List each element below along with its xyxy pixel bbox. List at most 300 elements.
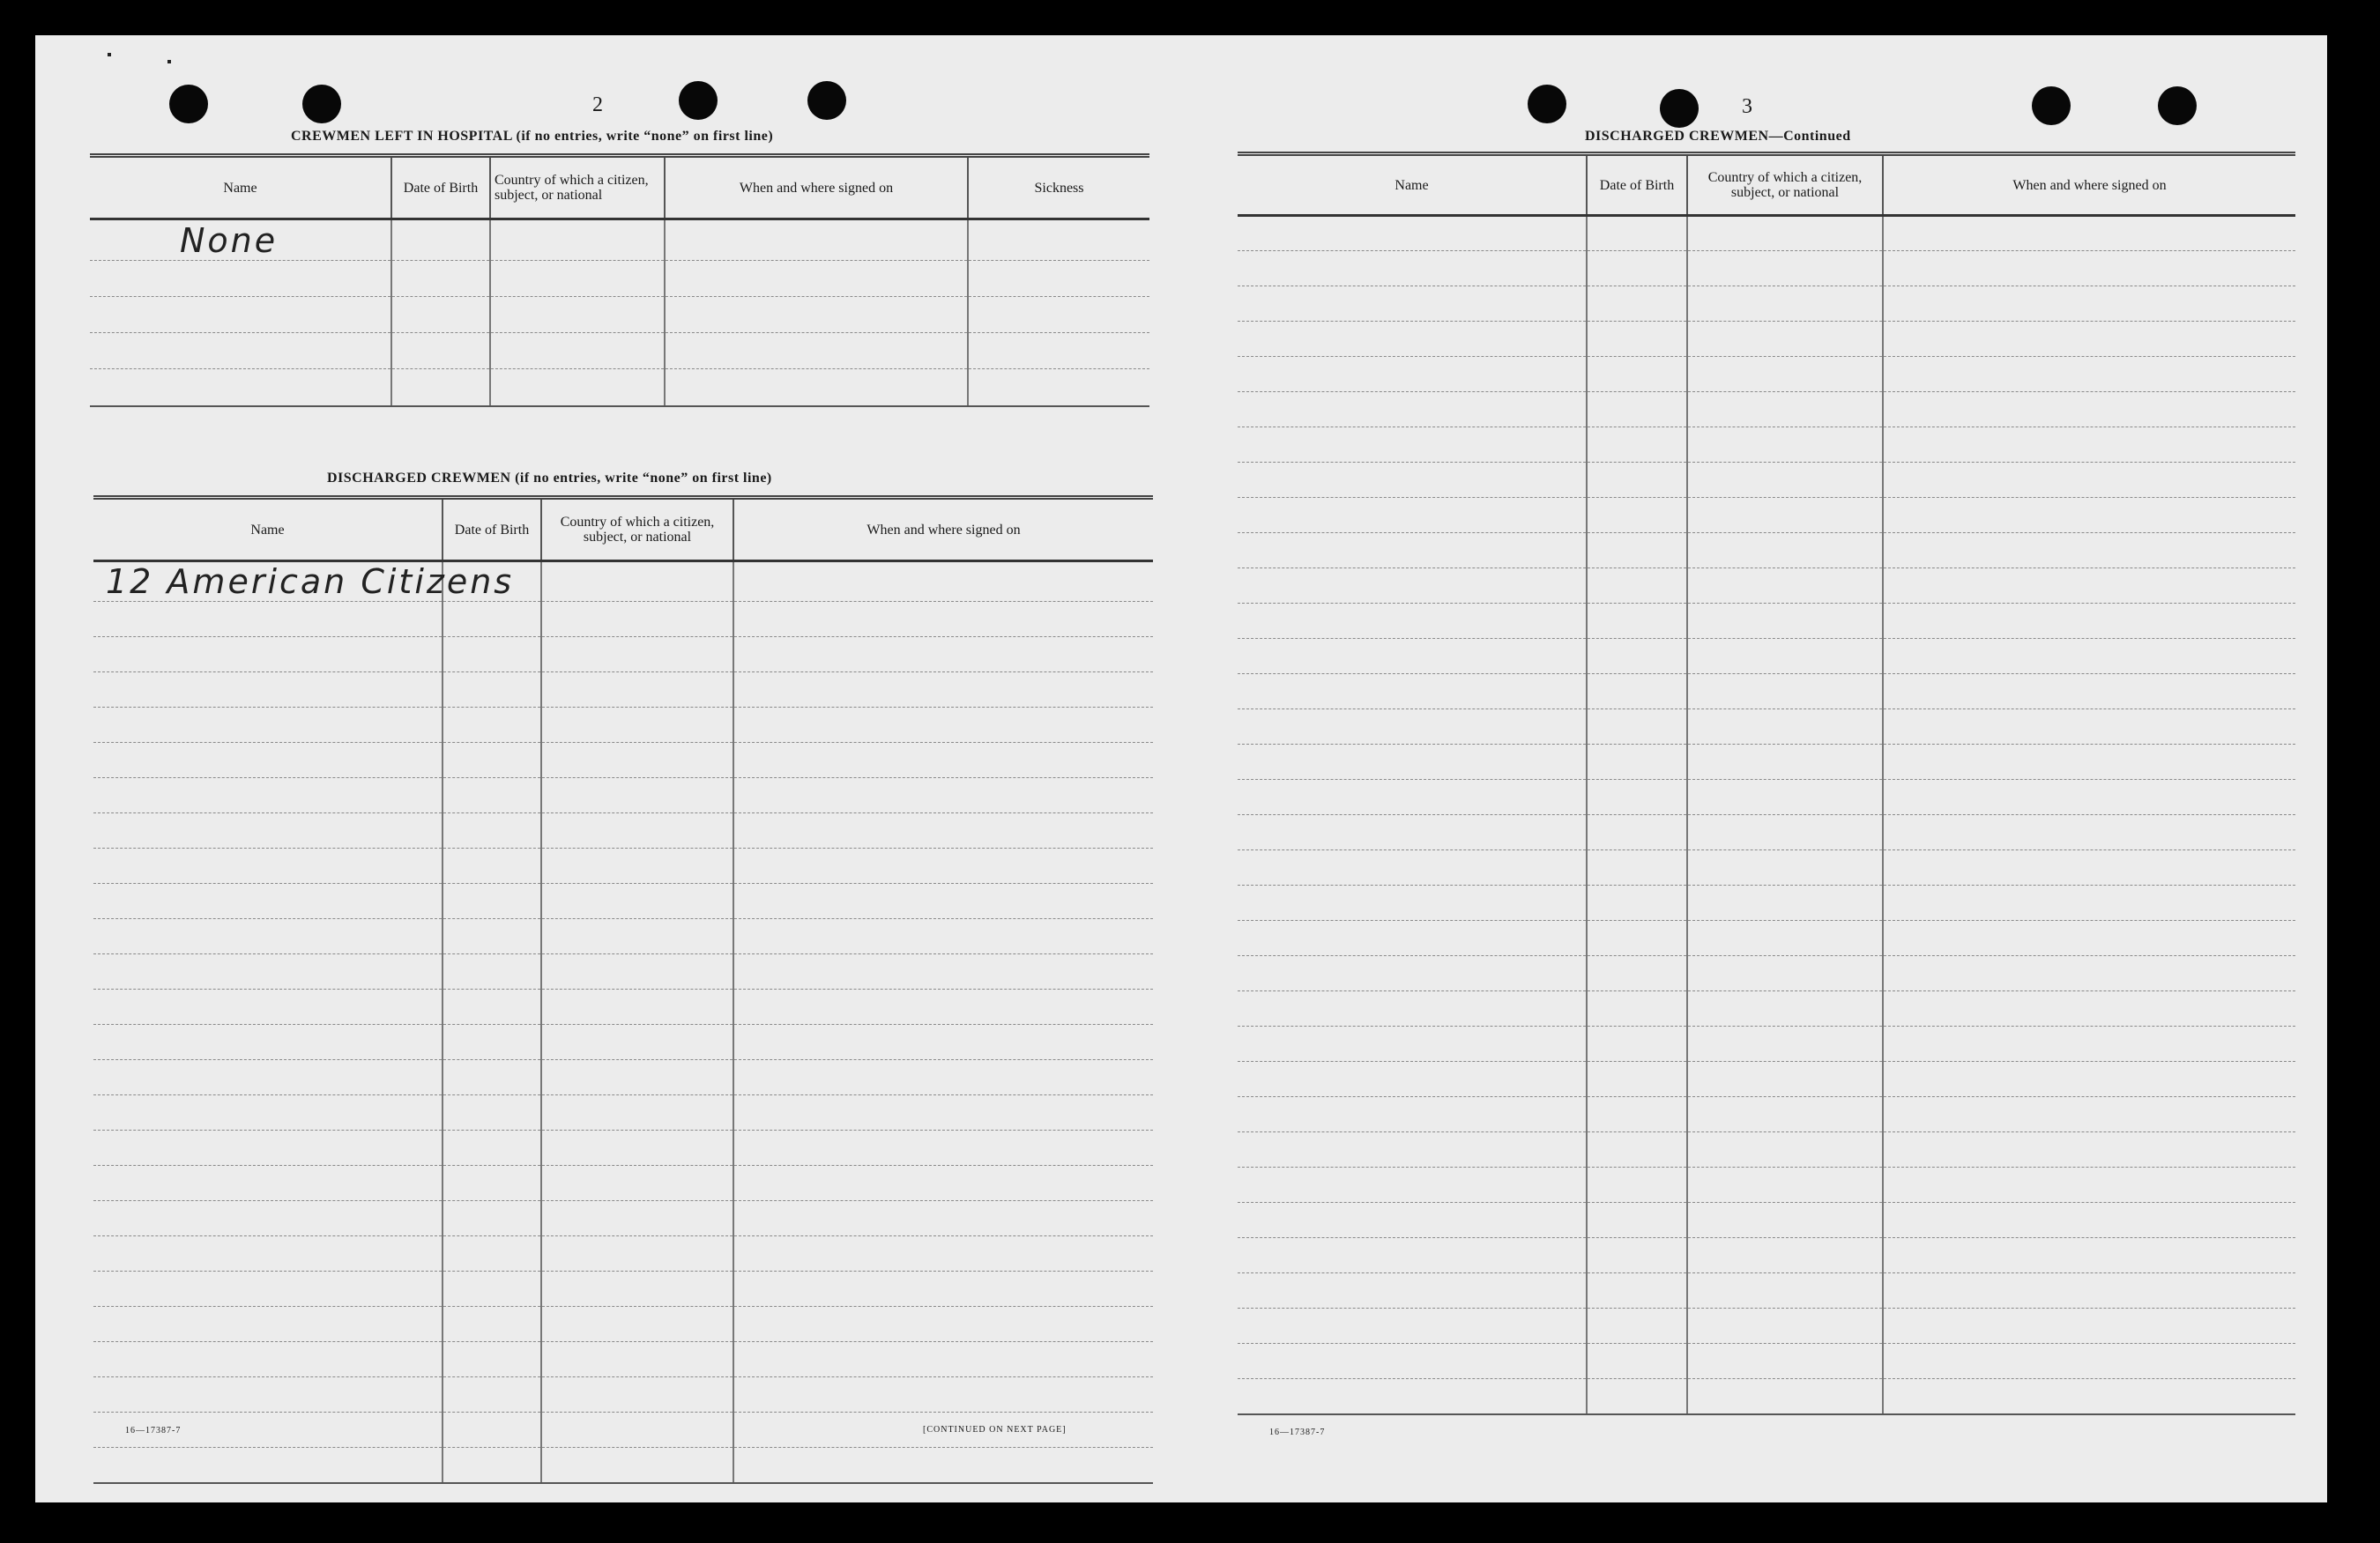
punch-hole [679,81,718,120]
table-cell [443,954,541,990]
table-cell [1687,463,1883,498]
table-cell [93,602,443,637]
table-cell [968,333,1149,369]
table-cell [541,919,733,954]
table-cell [1238,956,1587,991]
discharged-continued-title-text: DISCHARGED CREWMEN [1585,129,1769,144]
table-cell [443,813,541,849]
table-cell [1883,533,2295,568]
table-cell [1883,463,2295,498]
table-cell [1883,427,2295,463]
page-number-right: 3 [1742,95,1752,118]
column-header-name: Name [93,498,443,561]
table-cell [1687,639,1883,674]
table-cell [1883,709,2295,745]
table-cell [443,778,541,813]
discharged-table [93,495,1153,1484]
table-cell [541,1377,733,1413]
table-cell [93,1307,443,1342]
table-cell [1883,639,2295,674]
table-cell [733,1342,1153,1377]
table-cell [443,1377,541,1413]
table-cell [1687,1027,1883,1062]
table-cell [1687,780,1883,815]
table-cell [1587,745,1687,780]
table-cell [443,1060,541,1095]
column-header-name: Name [90,156,391,219]
table-cell [1883,745,2295,780]
column-header-name: Name [1238,154,1587,216]
table-cell [541,1201,733,1236]
table-cell [391,261,490,297]
table-cell [733,1166,1153,1201]
table-cell [1687,745,1883,780]
table-cell [968,261,1149,297]
table-cell [733,954,1153,990]
table-cell [1238,780,1587,815]
table-cell [1238,921,1587,956]
table-cell [1587,357,1687,392]
table-cell [1238,286,1587,322]
table-cell [490,333,665,369]
table-cell [1238,815,1587,850]
table-cell [541,602,733,637]
table-cell [733,919,1153,954]
table-cell [1883,322,2295,357]
table-cell [1587,1309,1687,1344]
punch-hole [1660,89,1699,128]
table-cell [93,884,443,919]
table-cell [490,219,665,261]
table-cell [93,849,443,884]
table-cell [1238,1203,1587,1238]
discharged-continued-table [1238,152,2295,1415]
table-cell [1587,427,1687,463]
table-cell [1238,251,1587,286]
table-cell [93,954,443,990]
table-cell [1587,956,1687,991]
table-cell [541,1025,733,1060]
table-cell [1587,533,1687,568]
hospital-table [90,153,1149,407]
table-cell [1238,463,1587,498]
table-cell [1587,251,1687,286]
column-header-signed-on: When and where signed on [733,498,1153,561]
table-cell [1238,568,1587,604]
table-cell [93,1025,443,1060]
table-cell [1687,956,1883,991]
table-cell [1883,604,2295,639]
table-cell [93,1201,443,1236]
hospital-title-text: CREWMEN LEFT IN HOSPITAL [291,129,513,144]
table-cell [1587,1344,1687,1379]
table-cell [1883,1344,2295,1379]
table-cell [541,849,733,884]
table-cell [93,708,443,743]
table-cell [541,1166,733,1201]
table-cell [1883,1309,2295,1344]
table-cell [1883,1062,2295,1097]
table-cell [93,778,443,813]
table-cell [968,219,1149,261]
table-cell [541,1413,733,1448]
table-cell [1238,639,1587,674]
document-sheet [35,35,2327,1502]
table-cell [1883,991,2295,1027]
table-cell [1883,921,2295,956]
table-cell [1587,286,1687,322]
page-number-left: 2 [592,93,603,116]
table-cell [93,1377,443,1413]
table-cell [443,1095,541,1131]
column-header-signed-on: When and where signed on [665,156,968,219]
table-cell [1587,709,1687,745]
table-cell [733,1025,1153,1060]
table-cell [1238,216,1587,251]
table-cell [665,219,968,261]
table-cell [1238,1309,1587,1344]
table-cell [733,1060,1153,1095]
table-cell [391,333,490,369]
table-cell [1883,1168,2295,1203]
table-cell [733,561,1153,602]
column-header-signed-on: When and where signed on [1883,154,2295,216]
table-cell [1883,1027,2295,1062]
table-cell [1883,886,2295,921]
table-cell [1687,1309,1883,1344]
table-cell [1883,956,2295,991]
table-cell [1883,1097,2295,1132]
table-cell [541,708,733,743]
ink-speck [108,53,111,56]
table-cell [93,1131,443,1166]
table-cell [1687,251,1883,286]
table-cell [1238,322,1587,357]
table-cell [1687,886,1883,921]
table-cell [1587,1379,1687,1414]
table-cell [1587,392,1687,427]
table-cell [93,813,443,849]
table-cell [1587,1238,1687,1273]
table-cell [443,1342,541,1377]
table-cell [541,990,733,1025]
table-cell [541,1448,733,1483]
handwritten-entry-cell [90,219,391,261]
table-cell [1587,639,1687,674]
table-cell [1883,1238,2295,1273]
table-cell [90,297,391,333]
table-cell [1687,1132,1883,1168]
table-cell [541,561,733,602]
table-cell [541,954,733,990]
table-cell [1587,921,1687,956]
punch-hole [1528,85,1566,123]
table-cell [733,637,1153,672]
table-cell [541,1236,733,1272]
table-cell [1687,286,1883,322]
table-cell [93,1236,443,1272]
table-cell [1238,991,1587,1027]
table-cell [90,369,391,406]
column-header-date-of-birth: Date of Birth [391,156,490,219]
table-cell [1687,392,1883,427]
table-cell [1687,533,1883,568]
table-cell [443,1131,541,1166]
table-cell [1883,286,2295,322]
table-cell [1883,815,2295,850]
table-cell [490,297,665,333]
table-cell [733,602,1153,637]
table-cell [443,849,541,884]
table-cell [1238,886,1587,921]
table-cell [90,261,391,297]
table-cell [968,297,1149,333]
table-cell [93,990,443,1025]
table-cell [1687,1238,1883,1273]
table-cell [391,297,490,333]
table-cell [541,1131,733,1166]
table-cell [1238,604,1587,639]
table-cell [541,1095,733,1131]
table-cell [1587,886,1687,921]
table-cell [541,884,733,919]
table-cell [733,1236,1153,1272]
column-header-sickness: Sickness [968,156,1149,219]
table-cell [443,1307,541,1342]
table-cell [443,602,541,637]
table-cell [1687,1379,1883,1414]
table-cell [1687,604,1883,639]
table-cell [1238,709,1587,745]
table-cell [443,672,541,708]
table-cell [541,813,733,849]
table-cell [1238,392,1587,427]
table-cell [541,1342,733,1377]
table-cell [93,672,443,708]
table-cell [541,1060,733,1095]
table-cell [733,813,1153,849]
table-cell [443,708,541,743]
table-cell [968,369,1149,406]
table-cell [733,849,1153,884]
table-cell [1587,322,1687,357]
table-cell [1238,498,1587,533]
table-cell [1587,1203,1687,1238]
table-cell [1587,1132,1687,1168]
table-cell [1687,427,1883,463]
table-cell [1687,357,1883,392]
table-cell [1238,1062,1587,1097]
table-cell [1238,1344,1587,1379]
table-cell [1687,709,1883,745]
table-cell [1687,216,1883,251]
table-cell [1238,674,1587,709]
table-cell [1883,1379,2295,1414]
table-cell [93,637,443,672]
table-cell [1687,498,1883,533]
table-cell [541,778,733,813]
table-cell [391,219,490,261]
punch-hole [807,81,846,120]
handwritten-entry-cell [93,561,515,602]
table-cell [1687,322,1883,357]
table-cell [1587,463,1687,498]
table-cell [1687,850,1883,886]
table-cell [1883,216,2295,251]
table-cell [93,1095,443,1131]
table-cell [733,1307,1153,1342]
table-cell [443,1025,541,1060]
table-cell [1587,1062,1687,1097]
table-cell [733,1377,1153,1413]
table-cell [1883,850,2295,886]
table-cell [541,1307,733,1342]
discharged-title-text: DISCHARGED CREWMEN [327,471,511,486]
table-cell [1238,427,1587,463]
table-cell [1883,392,2295,427]
table-cell [93,1166,443,1201]
table-cell [391,369,490,406]
punch-hole [302,85,341,123]
table-cell [1587,1168,1687,1203]
table-cell [1883,357,2295,392]
table-cell [1587,568,1687,604]
table-cell [490,261,665,297]
table-cell [665,333,968,369]
table-cell [1883,780,2295,815]
table-cell [1238,1027,1587,1062]
table-cell [1883,1273,2295,1309]
table-cell [443,637,541,672]
table-cell [443,1413,541,1448]
column-header-date-of-birth: Date of Birth [1587,154,1687,216]
table-cell [1687,568,1883,604]
table-cell [1687,1062,1883,1097]
table-cell [1238,1132,1587,1168]
continued-note: [CONTINUED ON NEXT PAGE] [923,1425,1067,1435]
table-cell [541,672,733,708]
table-cell [1883,1203,2295,1238]
table-cell [1687,1168,1883,1203]
table-cell [733,708,1153,743]
table-cell [93,1342,443,1377]
table-cell [665,369,968,406]
table-cell [1238,850,1587,886]
table-cell [443,1166,541,1201]
table-cell [1238,1238,1587,1273]
table-cell [1587,216,1687,251]
table-cell [1587,498,1687,533]
table-cell [1238,1097,1587,1132]
punch-hole [2032,86,2071,125]
column-header-country: Country of which a citizen, subject, or national [1687,154,1883,216]
table-cell [1587,780,1687,815]
table-cell [733,884,1153,919]
discharged-continued-title [1585,129,1851,145]
table-cell [1587,1097,1687,1132]
table-cell [1687,991,1883,1027]
table-cell [733,778,1153,813]
table-cell [665,261,968,297]
table-cell [93,1272,443,1307]
table-cell [93,1448,443,1483]
table-cell [1883,498,2295,533]
ink-speck [167,60,171,63]
table-cell [93,743,443,778]
table-cell [1687,674,1883,709]
table-cell [1238,745,1587,780]
table-cell [541,1272,733,1307]
table-cell [541,743,733,778]
table-cell [443,743,541,778]
form-number-left: 16—17387-7 [125,1426,182,1435]
form-number-right: 16—17387-7 [1269,1428,1326,1437]
table-cell [1687,1203,1883,1238]
table-cell [490,369,665,406]
continued-suffix: —Continued [1768,129,1851,144]
table-cell [1587,1027,1687,1062]
table-cell [541,637,733,672]
table-cell [443,1201,541,1236]
table-cell [1587,850,1687,886]
table-cell [443,884,541,919]
table-cell [93,1060,443,1095]
hospital-section-title [291,129,773,145]
table-cell [733,1448,1153,1483]
table-cell [1238,1273,1587,1309]
table-cell [1687,1344,1883,1379]
table-cell [1587,815,1687,850]
column-header-date-of-birth: Date of Birth [443,498,541,561]
table-cell [733,1131,1153,1166]
table-cell [733,1201,1153,1236]
table-cell [1687,1097,1883,1132]
table-cell [1238,357,1587,392]
table-cell [1687,815,1883,850]
punch-hole [169,85,208,123]
table-cell [443,1236,541,1272]
table-cell [1883,1132,2295,1168]
table-cell [1587,1273,1687,1309]
table-cell [443,919,541,954]
hospital-instruction: (if no entries, write “none” on first line) [516,129,774,144]
punch-hole [2158,86,2197,125]
table-cell [90,333,391,369]
table-cell [1687,921,1883,956]
table-cell [1883,251,2295,286]
discharged-instruction: (if no entries, write “none” on first line) [515,471,772,486]
table-cell [1587,604,1687,639]
handwritten-american-citizens: 12 American Citizens [106,562,515,601]
table-cell [733,1095,1153,1131]
table-cell [733,743,1153,778]
table-cell [1883,568,2295,604]
table-cell [443,990,541,1025]
table-cell [1238,1379,1587,1414]
table-cell [733,990,1153,1025]
table-cell [93,919,443,954]
table-cell [443,1272,541,1307]
table-cell [733,672,1153,708]
table-cell [1687,1273,1883,1309]
column-header-country: Country of which a citizen, subject, or national [490,156,665,219]
table-cell [1587,991,1687,1027]
discharged-section-title [327,471,772,486]
table-cell [1238,1168,1587,1203]
table-cell [733,1272,1153,1307]
table-cell [1238,533,1587,568]
table-cell [1587,674,1687,709]
